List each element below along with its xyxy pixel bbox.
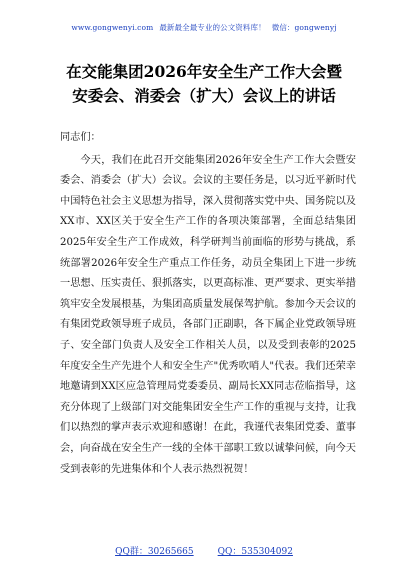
body-paragraph: 今天，我们在此召开交能集团2026年安全生产工作大会暨安委会、消委会（扩大）会议。会议的主要任务是，以习近平新时代中国特色社会主义思想为指导，深入贯彻落实党中央、国务院以及XX市、XX区关于安全生产工作的各项决策部署，全面总结集团2025年安全生产工作成效，科学研判当前面临的形势与挑战，系统部署2026年安全生产重点工作任务，动员全集团上下进一步统一思想、压实责任、狠抓落实，以更高标准、更严要求、更实举措筑牢安全发展根基，为集团高质量发展保驾护航。参加今天会议的有集团党政领导班子成员，各部门正副职，各下属企业党政领导班子、安全部门负责人及安全工作相关人员，以及受到表彰的2025年度安全生产先进个人和安全生产"优秀吹哨人"代表。我们还荣幸地邀请到XX区应急管理局党委委员、副局长XX同志莅临指导，这充分体现了上级部门对交能集团安全生产工作的重视与支持，让我们以热烈的掌声表示欢迎和感谢！在此，我谨代表集团党委、董事会，向奋战在安全生产一线的全体干部职工致以诚挚问候，向今天受到表彰的先进集体和个人表示热烈祝贺！ bbox=[60, 154, 356, 475]
header-site-link[interactable]: www.gongwenyi.com bbox=[71, 23, 154, 32]
page-header bbox=[0, 22, 408, 33]
title-line-1: 在交能集团2026年安全生产工作大会暨 bbox=[66, 62, 342, 81]
document-body bbox=[60, 128, 356, 480]
footer-qq-group[interactable]: QQ群：30265665 bbox=[115, 547, 194, 557]
header-wechat: 微信：gongwenyj bbox=[271, 23, 337, 32]
page-footer bbox=[0, 544, 408, 557]
footer-qq[interactable]: QQ：535304092 bbox=[217, 547, 293, 557]
document-title bbox=[30, 60, 378, 108]
header-slogan: 最新最全最专业的公文资料库！ bbox=[159, 23, 266, 32]
title-line-2: 安委会、消委会（扩大）会议上的讲话 bbox=[72, 86, 336, 105]
greeting: 同志们： bbox=[60, 132, 101, 143]
